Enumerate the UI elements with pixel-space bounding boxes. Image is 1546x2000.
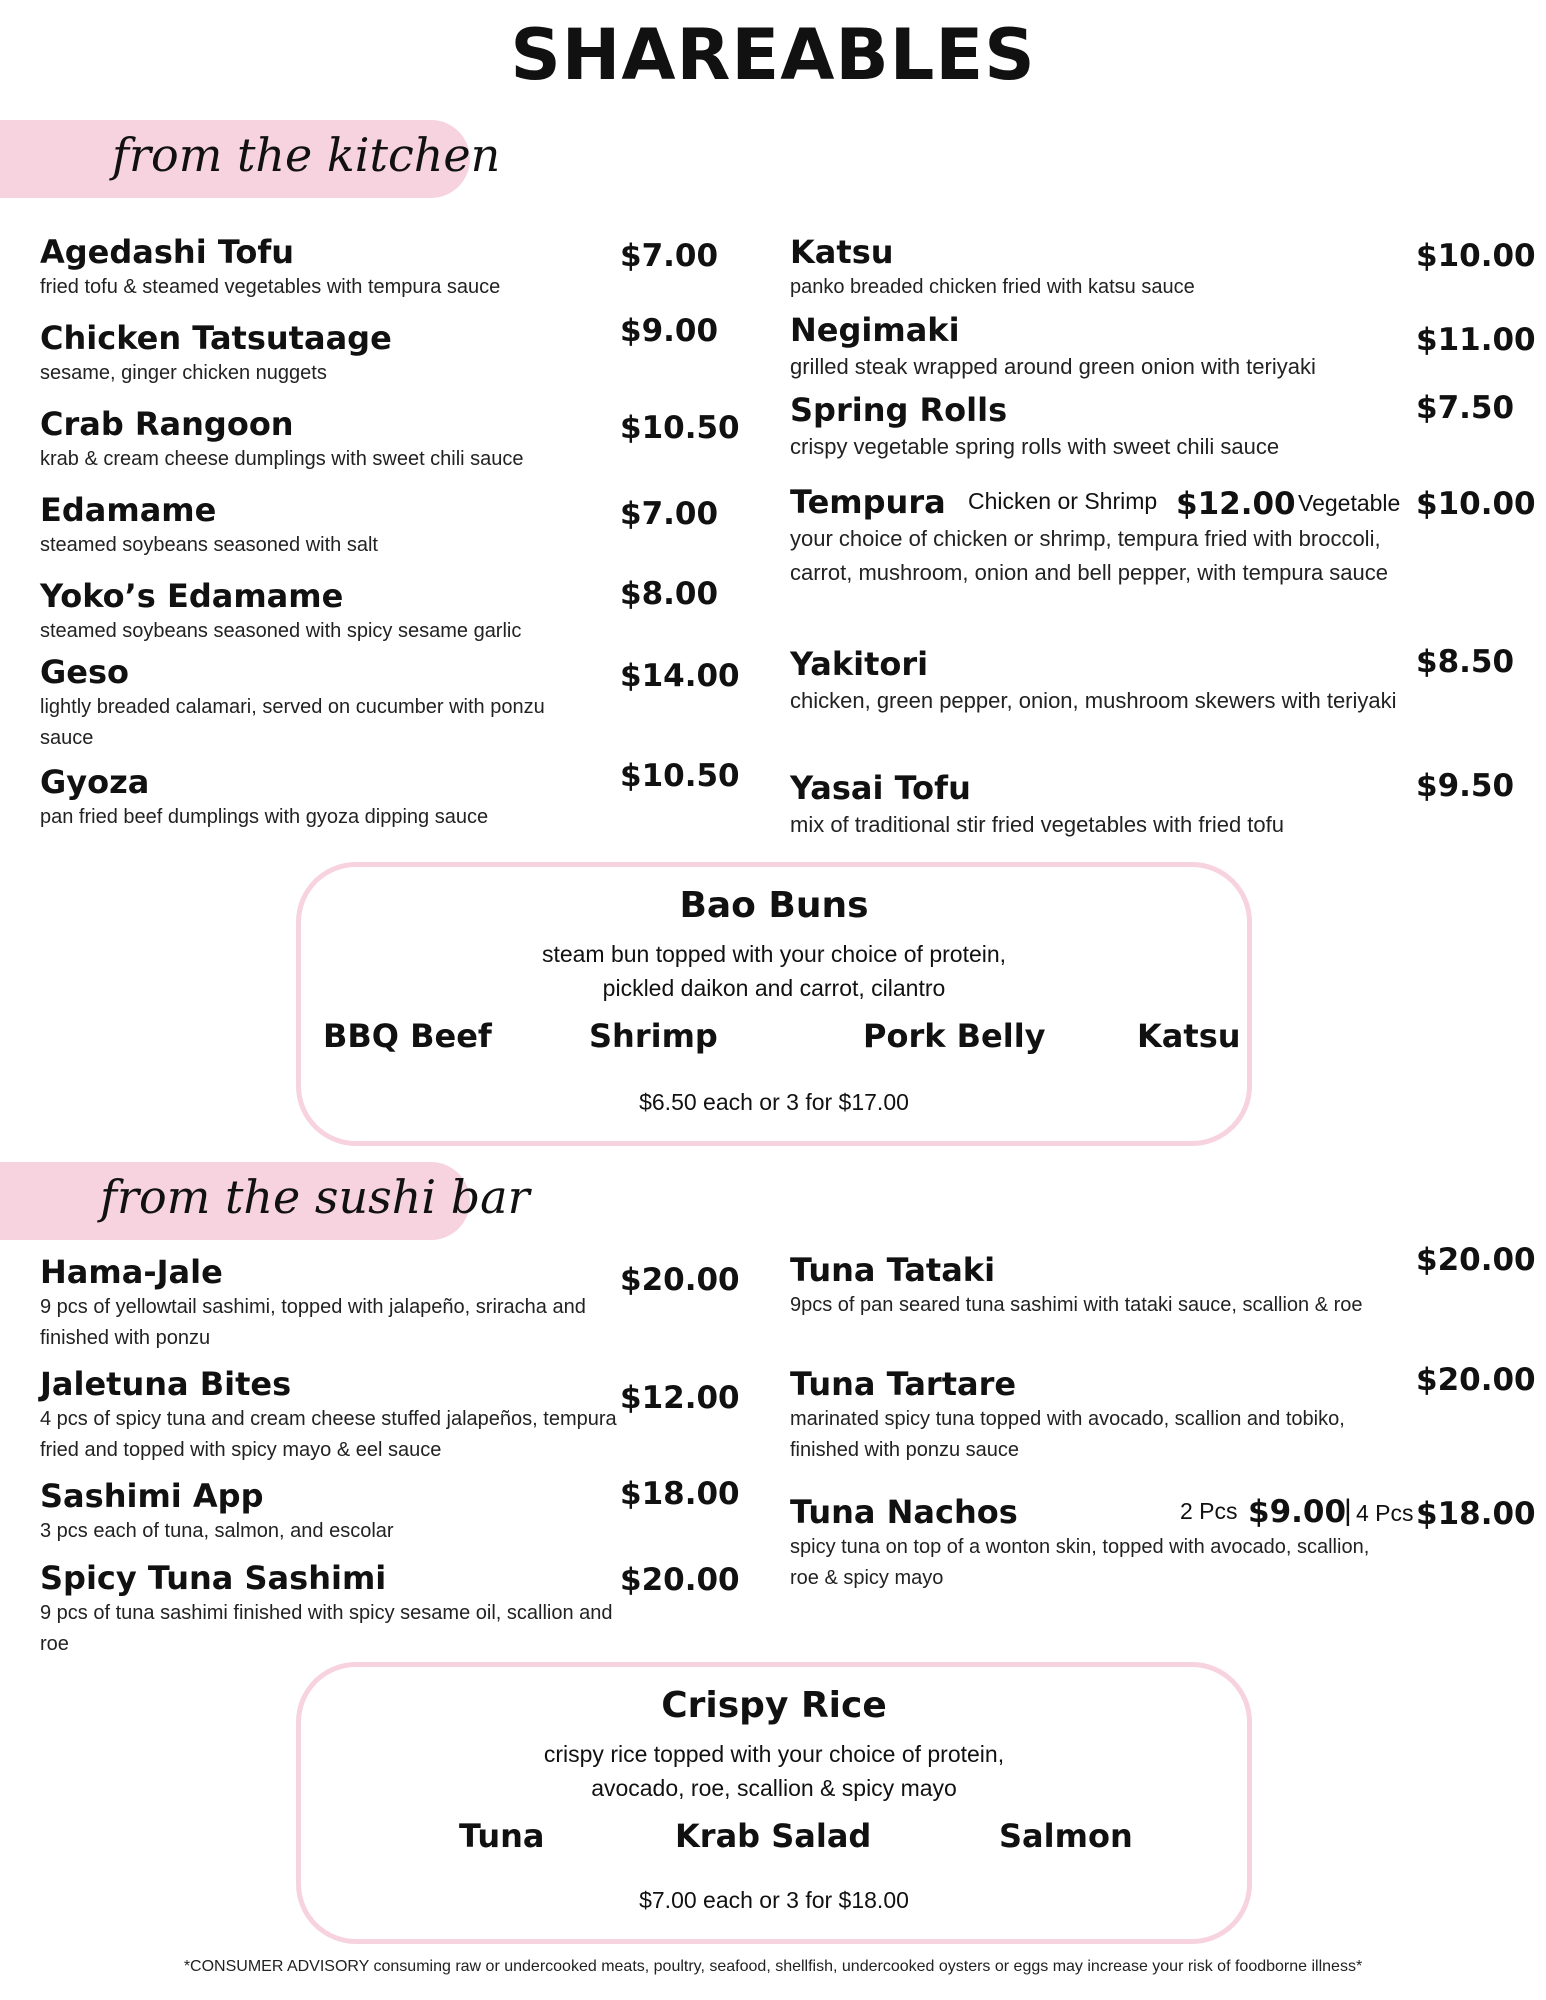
item-name: Chicken Tatsutaage	[40, 319, 392, 357]
item-name: Katsu	[790, 233, 894, 271]
menu-item	[40, 576, 600, 647]
crispy-option: Krab Salad	[675, 1817, 872, 1855]
menu-item	[790, 310, 1410, 384]
crispy-rice-box	[296, 1662, 1252, 1944]
menu-item	[40, 1476, 630, 1547]
item-price: $20.00	[1416, 1362, 1536, 1398]
menu-item	[790, 768, 1410, 842]
item-description: steamed soybeans seasoned with salt	[40, 534, 378, 556]
bao-price: $6.50 each or 3 for $17.00	[639, 1089, 909, 1115]
crispy-option: Salmon	[999, 1817, 1133, 1855]
menu-item	[40, 404, 600, 475]
item-name: Tempura	[790, 483, 946, 521]
nachos-option-label: 4 Pcs	[1356, 1500, 1414, 1526]
item-name: Edamame	[40, 491, 217, 529]
item-price: $20.00	[1416, 1242, 1536, 1278]
item-price: $7.50	[1416, 390, 1515, 426]
kitchen-section-header	[0, 120, 501, 198]
item-price: $20.00	[620, 1562, 740, 1598]
crispy-option: Tuna	[459, 1817, 545, 1855]
item-description: sesame, ginger chicken nuggets	[40, 362, 327, 384]
crispy-price: $7.00 each or 3 for $18.00	[639, 1887, 909, 1913]
item-description: fried tofu & steamed vegetables with tempura sauce	[40, 276, 501, 298]
bao-option: Katsu	[1137, 1017, 1241, 1055]
item-name: Tuna Tataki	[790, 1251, 996, 1289]
sushi-heading: from the sushi bar	[100, 1170, 530, 1224]
item-description: mix of traditional stir fried vegetables with fried tofu	[790, 812, 1285, 837]
tempura-option-price: $12.00	[1176, 486, 1296, 522]
item-name: Gyoza	[40, 763, 150, 801]
item-description: chicken, green pepper, onion, mushroom skewers with teriyaki	[790, 688, 1397, 713]
item-description: 9 pcs of tuna sashimi finished with spicy sesame oil, scallion and roe	[40, 1602, 613, 1655]
bao-option: Shrimp	[589, 1017, 718, 1055]
item-price: $7.00	[620, 238, 719, 274]
item-name: Spring Rolls	[790, 391, 1008, 429]
nachos-option-price: $18.00	[1416, 1496, 1536, 1532]
nachos-option-label: 2 Pcs	[1180, 1498, 1238, 1524]
item-description: 9 pcs of yellowtail sashimi, topped with jalapeño, sriracha and finished with ponzu	[40, 1296, 586, 1349]
bao-option: BBQ Beef	[323, 1017, 492, 1055]
consumer-advisory: *CONSUMER ADVISORY consuming raw or undercooked meats, poultry, seafood, shellfish, undercooked oysters or eggs may increase your risk of foodborne illness*	[183, 1958, 1363, 1975]
item-price: $10.00	[1416, 238, 1536, 274]
menu-item	[790, 232, 1410, 303]
item-name: Yoko’s Edamame	[40, 577, 344, 615]
crispy-title: Crispy Rice	[661, 1685, 887, 1726]
item-name: Yasai Tofu	[790, 769, 971, 807]
item-name: Jaletuna Bites	[40, 1365, 292, 1403]
menu-item	[40, 490, 600, 561]
item-description: marinated spicy tuna topped with avocado, scallion and tobiko, finished with ponzu sauce	[790, 1408, 1345, 1461]
menu-item	[40, 762, 600, 833]
item-name: Yakitori	[790, 645, 929, 683]
item-name: Tuna Tartare	[790, 1365, 1017, 1403]
tempura-option-label: Vegetable	[1298, 490, 1401, 516]
item-description: 4 pcs of spicy tuna and cream cheese stuffed jalapeños, tempura fried and topped with spicy mayo & eel sauce	[40, 1408, 617, 1461]
menu-item	[40, 1364, 630, 1466]
item-name: Geso	[40, 653, 129, 691]
bao-description-line: steam bun topped with your choice of protein,	[541, 941, 1007, 967]
item-description: grilled steak wrapped around green onion with teriyaki	[790, 354, 1316, 379]
crispy-description-line: avocado, roe, scallion & spicy mayo	[591, 1775, 957, 1801]
bao-title: Bao Buns	[679, 885, 869, 926]
item-name: Spicy Tuna Sashimi	[40, 1559, 387, 1597]
item-price: $11.00	[1416, 322, 1536, 358]
menu-item	[40, 318, 600, 389]
item-price: $9.00	[620, 313, 719, 349]
item-price: $10.50	[620, 410, 740, 446]
item-description: your choice of chicken or shrimp, tempura fried with broccoli, carrot, mushroom, onion and bell pepper, with tempura sauce	[790, 526, 1388, 585]
item-name: Crab Rangoon	[40, 405, 294, 443]
item-price: $8.50	[1416, 644, 1515, 680]
item-price: $9.50	[1416, 768, 1515, 804]
menu-item	[40, 1252, 630, 1354]
crispy-description-line: crispy rice topped with your choice of protein,	[543, 1741, 1005, 1767]
item-price: $12.00	[620, 1380, 740, 1416]
bao-buns-box	[296, 862, 1252, 1146]
item-description: krab & cream cheese dumplings with sweet chili sauce	[40, 448, 524, 470]
item-description: steamed soybeans seasoned with spicy sesame garlic	[40, 620, 522, 642]
item-description: lightly breaded calamari, served on cucumber with ponzu sauce	[40, 696, 545, 749]
menu-item	[790, 390, 1410, 464]
bao-option: Pork Belly	[863, 1017, 1046, 1055]
page-title: SHAREABLES	[510, 14, 1036, 96]
menu-item	[40, 1558, 630, 1660]
item-description: panko breaded chicken fried with katsu sauce	[790, 276, 1195, 298]
sushi-section-header	[0, 1162, 530, 1240]
item-description: crispy vegetable spring rolls with sweet chili sauce	[790, 434, 1280, 459]
item-name: Tuna Nachos	[790, 1493, 1018, 1531]
item-description: pan fried beef dumplings with gyoza dipping sauce	[40, 806, 489, 828]
bao-description-line: pickled daikon and carrot, cilantro	[602, 975, 946, 1001]
menu-item	[40, 232, 600, 303]
menu-item	[790, 1364, 1370, 1466]
menu-item	[790, 644, 1410, 718]
item-name: Negimaki	[790, 311, 960, 349]
item-price: $20.00	[620, 1262, 740, 1298]
item-price: $10.50	[620, 758, 740, 794]
item-name: Sashimi App	[40, 1477, 264, 1515]
menu-item	[40, 652, 600, 754]
item-description: spicy tuna on top of a wonton skin, topped with avocado, scallion, roe & spicy mayo	[790, 1536, 1370, 1589]
divider-bar: |	[1344, 1494, 1352, 1527]
item-name: Hama-Jale	[40, 1253, 223, 1291]
item-name: Agedashi Tofu	[40, 233, 295, 271]
item-price: $8.00	[620, 576, 719, 612]
item-price: $18.00	[620, 1476, 740, 1512]
tempura-option-price: $10.00	[1416, 486, 1536, 522]
menu-item	[790, 1250, 1370, 1321]
nachos-option-price: $9.00	[1248, 1494, 1347, 1530]
item-price: $14.00	[620, 658, 740, 694]
tempura-option-label: Chicken or Shrimp	[968, 488, 1158, 514]
item-description: 3 pcs each of tuna, salmon, and escolar	[40, 1520, 394, 1542]
item-price: $7.00	[620, 496, 719, 532]
item-description: 9pcs of pan seared tuna sashimi with tataki sauce, scallion & roe	[790, 1294, 1363, 1316]
kitchen-heading: from the kitchen	[112, 128, 501, 182]
